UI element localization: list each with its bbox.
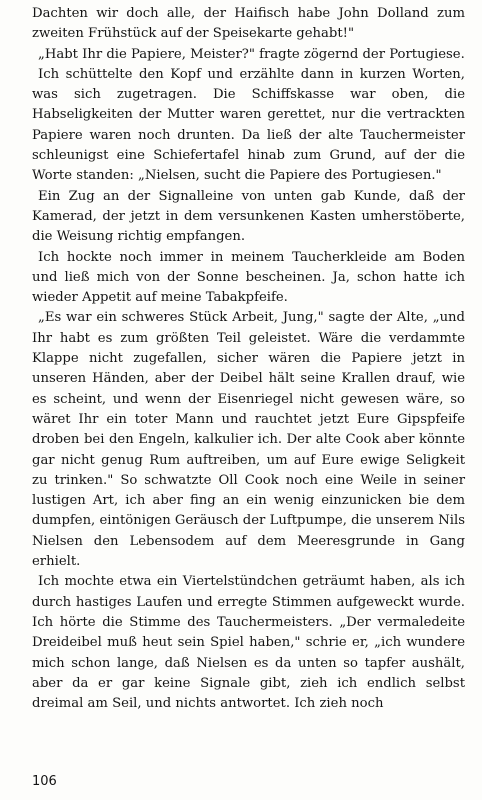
paragraph: Ich mochte etwa ein Viertelstündchen geträumt haben, als ich durch hastiges Laufen und erregte Stimmen aufgeweckt wurde. Ich hörte die Stimme des Tauchermeisters. „Der vermaledeite Dreideibel muß heut sein Spiel haben," schrie er, „ich wundere mich schon lange, daß Nielsen es da unten so tapfer aushält, aber da er gar keine Signale gibt, zieh ich endlich selbst dreimal am Seil, und nichts antwortet. Ich zieh noch bbox=[32, 574, 465, 712]
body-text bbox=[32, 4, 465, 714]
paragraph: Ein Zug an der Signalleine von unten gab Kunde, daß der Kamerad, der jetzt in dem versunkenen Kasten umherstöberte, die Weisung richtig empfangen. bbox=[32, 188, 465, 245]
page-number: 106 bbox=[32, 774, 57, 789]
paragraph: „Es war ein schweres Stück Arbeit, Jung," sagte der Alte, „und Ihr habt es zum größten Teil geleistet. Wäre die verdammte Klappe nicht zugefallen, sicher wären die Papiere jetzt in unseren Händen, aber der Deibel hält seine Krallen drauf, wie es scheint, und wenn der Eisenriegel nicht gewesen wäre, so wäret Ihr ein toter Mann und rauchtet jetzt Eure Gipspfeife droben bei den Engeln, kalkulier ich. Der alte Cook aber könnte gar nicht genug Rum auftreiben, um auf Eure ewige Seligkeit zu trinken." So schwatzte Oll Cook noch eine Weile in seiner lustigen Art, ich aber fing an ein wenig einzunicken bie dem dumpfen, eintönigen Geräusch der Luftpumpe, die unserem Nils Nielsen den Lebensodem auf dem Meeresgrunde in Gang erhielt. bbox=[32, 310, 465, 570]
paragraph: „Habt Ihr die Papiere, Meister?" fragte zögernd der Portugiese. bbox=[38, 46, 465, 62]
paragraph: Dachten wir doch alle, der Haifisch habe John Dolland zum zweiten Frühstück auf der Speisekarte gehabt!" bbox=[32, 6, 465, 42]
paragraph: Ich hockte noch immer in meinem Taucherkleide am Boden und ließ mich von der Sonne bescheinen. Ja, schon hatte ich wieder Appetit auf meine Tabakpfeife. bbox=[32, 249, 465, 306]
paragraph: Ich schüttelte den Kopf und erzählte dann in kurzen Worten, was sich zugetragen. Die Schiffskasse war oben, die Habseligkeiten der Mutter waren gerettet, nur die vertrackten Papiere waren noch drunten. Da ließ der alte Tauchermeister schleunigst eine Schiefertafel hinab zum Grund, auf der die Worte standen: „Nielsen, sucht die Papiere des Portugiesen." bbox=[32, 66, 465, 184]
